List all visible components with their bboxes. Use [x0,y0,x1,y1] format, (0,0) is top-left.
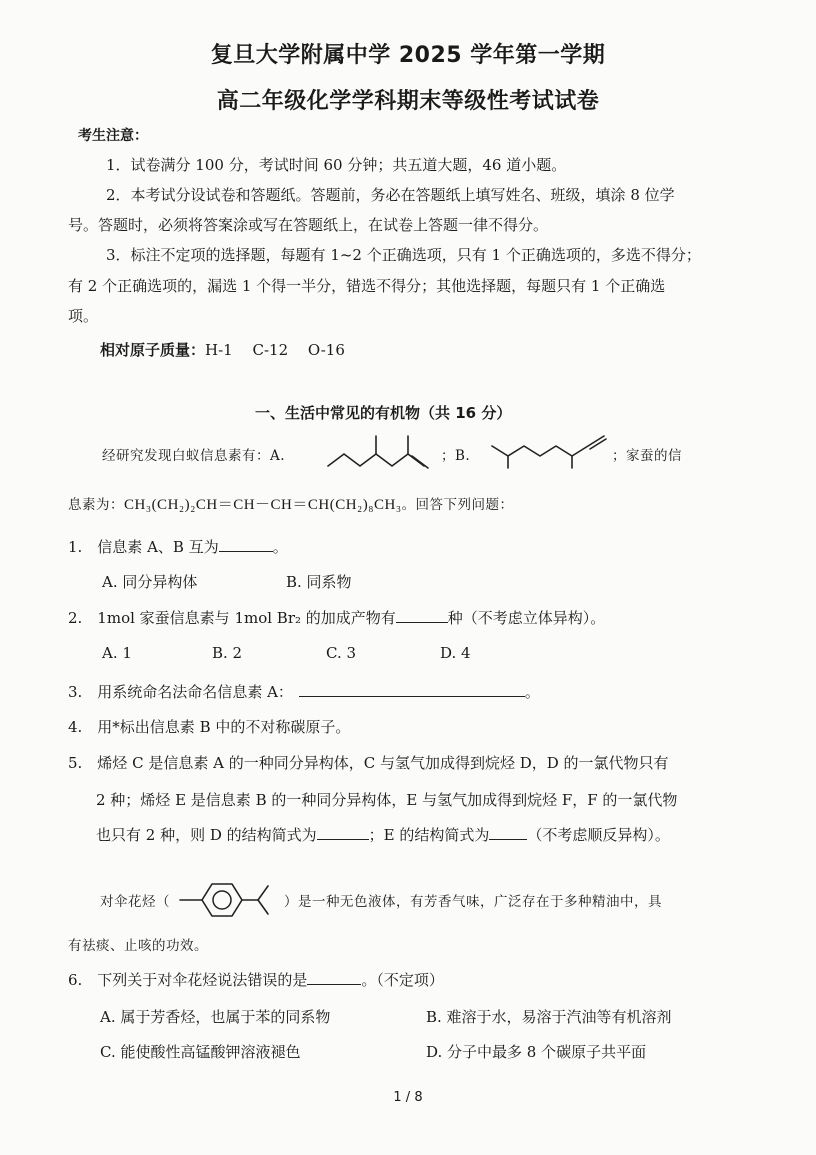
atomic-mass-line [100,339,345,360]
notice-item-2-line1: 2．本考试分设试卷和答题纸。答题前，务必在答题纸上填写姓名、班级，填涂 8 位学 [106,186,675,204]
notice-item-3-line3: 项。 [68,307,99,325]
question-6-option-b: B. 难溶于水，易溶于汽油等有机溶剂 [426,1008,672,1026]
section-1-heading: 一、生活中常见的有机物（共 16 分） [255,404,512,422]
question-6-end: 。（不定项） [361,971,444,989]
question-5-line3 [96,824,670,845]
question-4: 4. 用*标出信息素 B 中的不对称碳原子。 [68,718,351,736]
exam-title-line2: 高二年级化学学科期末等级性考试试卷 [216,89,600,114]
pcymene-prefix: 对伞花烃（ [100,894,170,910]
atomic-mass-values: H-1 C-12 O-16 [205,341,345,359]
intro-line2 [68,493,514,514]
question-1-option-a: A. 同分异构体 [102,573,198,591]
notice-item-3-line1: 3．标注不定项的选择题，每题有 1~2 个正确选项，只有 1 个正确选项的，多选不得分； [106,246,701,264]
intro-prefix: 经研究发现白蚁信息素有：A. [102,448,286,464]
question-6-option-a: A. 属于芳香烃，也属于苯的同系物 [100,1008,331,1026]
question-6-option-d: D. 分子中最多 8 个碳原子共平面 [426,1043,647,1061]
exam-title-line1: 复旦大学附属中学 2025 学年第一学期 [210,43,606,68]
pcymene-line2: 有祛痰、止咳的功效。 [68,938,208,954]
question-5-line3-b: ；E 的结构简式为 [368,826,490,844]
question-1-answer-blank[interactable] [219,551,273,552]
page-number: 1 / 8 [393,1090,423,1105]
question-2-end: 种（不考虑立体异构）。 [447,609,606,627]
pheromone-b-structure [492,432,612,472]
p-cymene-structure [180,880,276,920]
question-3-text: 3. 用系统命名法命名信息素 A： [68,683,293,701]
question-3-answer-blank[interactable] [299,696,525,697]
question-6-text: 6. 下列关于对伞花烃说法错误的是 [68,971,308,989]
question-5-line3-c: （不考虑顺反异构）。 [527,826,670,844]
question-6 [68,969,444,990]
question-6-option-c: C. 能使酸性高锰酸钾溶液褪色 [100,1043,301,1061]
question-5-line3-a: 也只有 2 种，则 D 的结构简式为 [96,826,317,844]
question-2-option-b: B. 2 [212,644,243,662]
question-2-option-d: D. 4 [440,644,471,662]
question-2-text: 2. 1mol 家蚕信息素与 1mol Br₂ 的加成产物有 [68,609,396,627]
notice-heading: 考生注意： [78,128,148,144]
question-2-option-a: A. 1 [102,644,132,662]
question-1-end: 。 [272,538,288,556]
intro-line2-suffix: 。回答下列问题： [401,497,514,513]
question-1 [68,536,288,557]
pcymene-suffix: ）是一种无色液体，有芳香气味，广泛存在于多种精油中，具 [284,894,662,910]
question-2 [68,607,605,628]
question-5-line2: 2 种；烯烃 E 是信息素 B 的一种同分异构体，E 与氢气加成得到烷烃 F，F 的一氯代物 [96,791,678,809]
question-2-option-c: C. 3 [326,644,357,662]
silkworm-pheromone-formula: CH₃(CH₂)₂CH＝CH－CH＝CH(CH₂)₈CH₃ [124,497,402,513]
notice-item-2-line2: 号。答题时，必须将答案涂或写在答题纸上，在试卷上答题一律不得分。 [68,216,549,234]
atomic-mass-label: 相对原子质量： [100,341,206,359]
notice-item-3-line2: 有 2 个正确选项的，漏选 1 个得一半分，错选不得分；其他选择题，每题只有 1 个正确选 [68,277,666,295]
intro-line2-prefix: 息素为： [68,497,124,513]
question-6-answer-blank[interactable] [307,984,361,985]
question-3 [68,681,540,702]
notice-item-1: 1．试卷满分 100 分，考试时间 60 分钟；共五道大题，46 道小题。 [106,156,567,174]
question-5-e-answer-blank[interactable] [489,839,527,840]
question-2-answer-blank[interactable] [396,622,448,623]
question-5-line1: 5. 烯烃 C 是信息素 A 的一种同分异构体，C 与氢气加成得到烷烃 D，D 的一氯代物只有 [68,754,669,772]
intro-suffix: ；家蚕的信 [612,448,682,464]
question-5-d-answer-blank[interactable] [317,839,369,840]
question-3-end: 。 [524,683,540,701]
question-1-option-b: B. 同系物 [286,573,352,591]
intro-mid: ；B. [441,448,471,464]
pheromone-a-structure [328,432,434,472]
question-1-text: 1. 信息素 A、B 互为 [68,538,219,556]
